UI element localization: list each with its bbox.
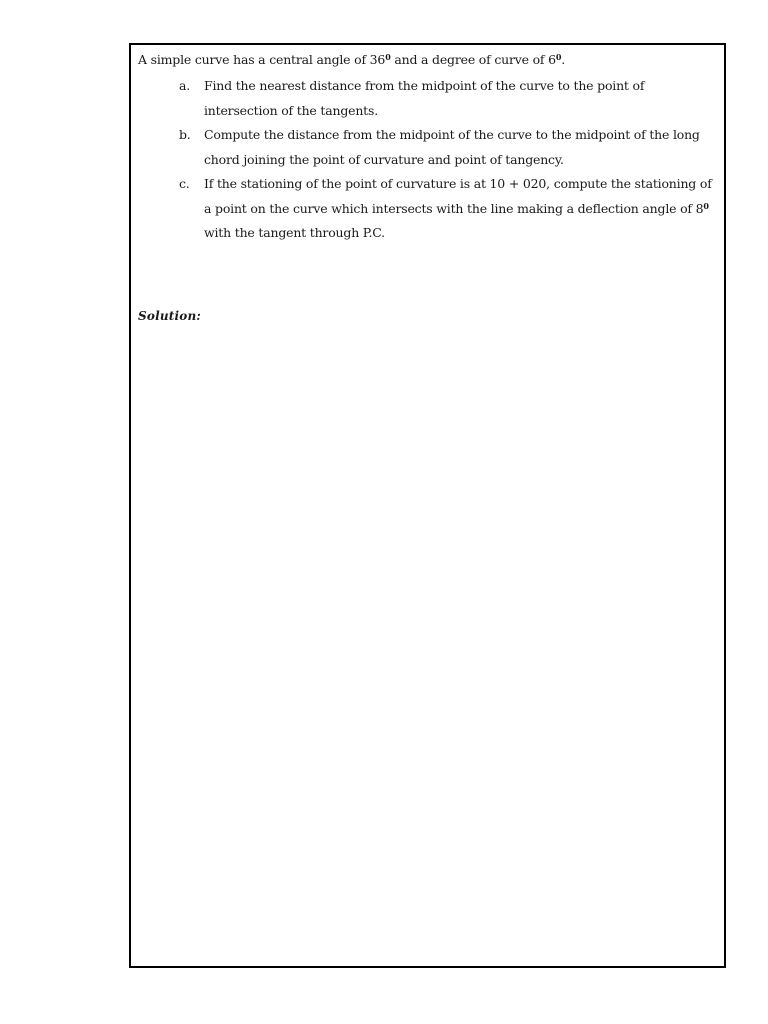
part-text: If the stationing of the point of curvature is at 10 + 020, compute the stationing of a point on the curve which intersects with the line making a deflection angle of 8 — [204, 176, 712, 216]
degree-symbol: 0 — [385, 52, 391, 62]
problem-intro-middle: and a degree of curve of 6 — [390, 52, 556, 67]
problem-part-b — [179, 123, 719, 172]
part-letter: a. — [179, 78, 191, 93]
problem-intro-end: . — [561, 52, 566, 67]
worksheet-frame — [129, 43, 726, 968]
problem-part-a — [179, 74, 719, 123]
solution-label: Solution: — [138, 309, 202, 323]
part-letter: b. — [179, 127, 191, 142]
problem-part-c — [179, 172, 719, 246]
part-text: Find the nearest distance from the midpoint of the curve to the point of intersection of the tangents. — [204, 78, 645, 118]
degree-symbol: 0 — [555, 52, 562, 62]
problem-intro-text: A simple curve has a central angle of 36 — [138, 52, 386, 67]
part-text: Compute the distance from the midpoint of the curve to the midpoint of the long chord joining the point of curvature and point of tangency. — [204, 127, 700, 167]
problem-statement — [138, 50, 565, 70]
part-text-end: with the tangent through P.C. — [204, 225, 385, 240]
part-letter: c. — [179, 176, 190, 191]
problem-parts-list — [179, 74, 719, 246]
degree-symbol: 0 — [703, 200, 709, 211]
